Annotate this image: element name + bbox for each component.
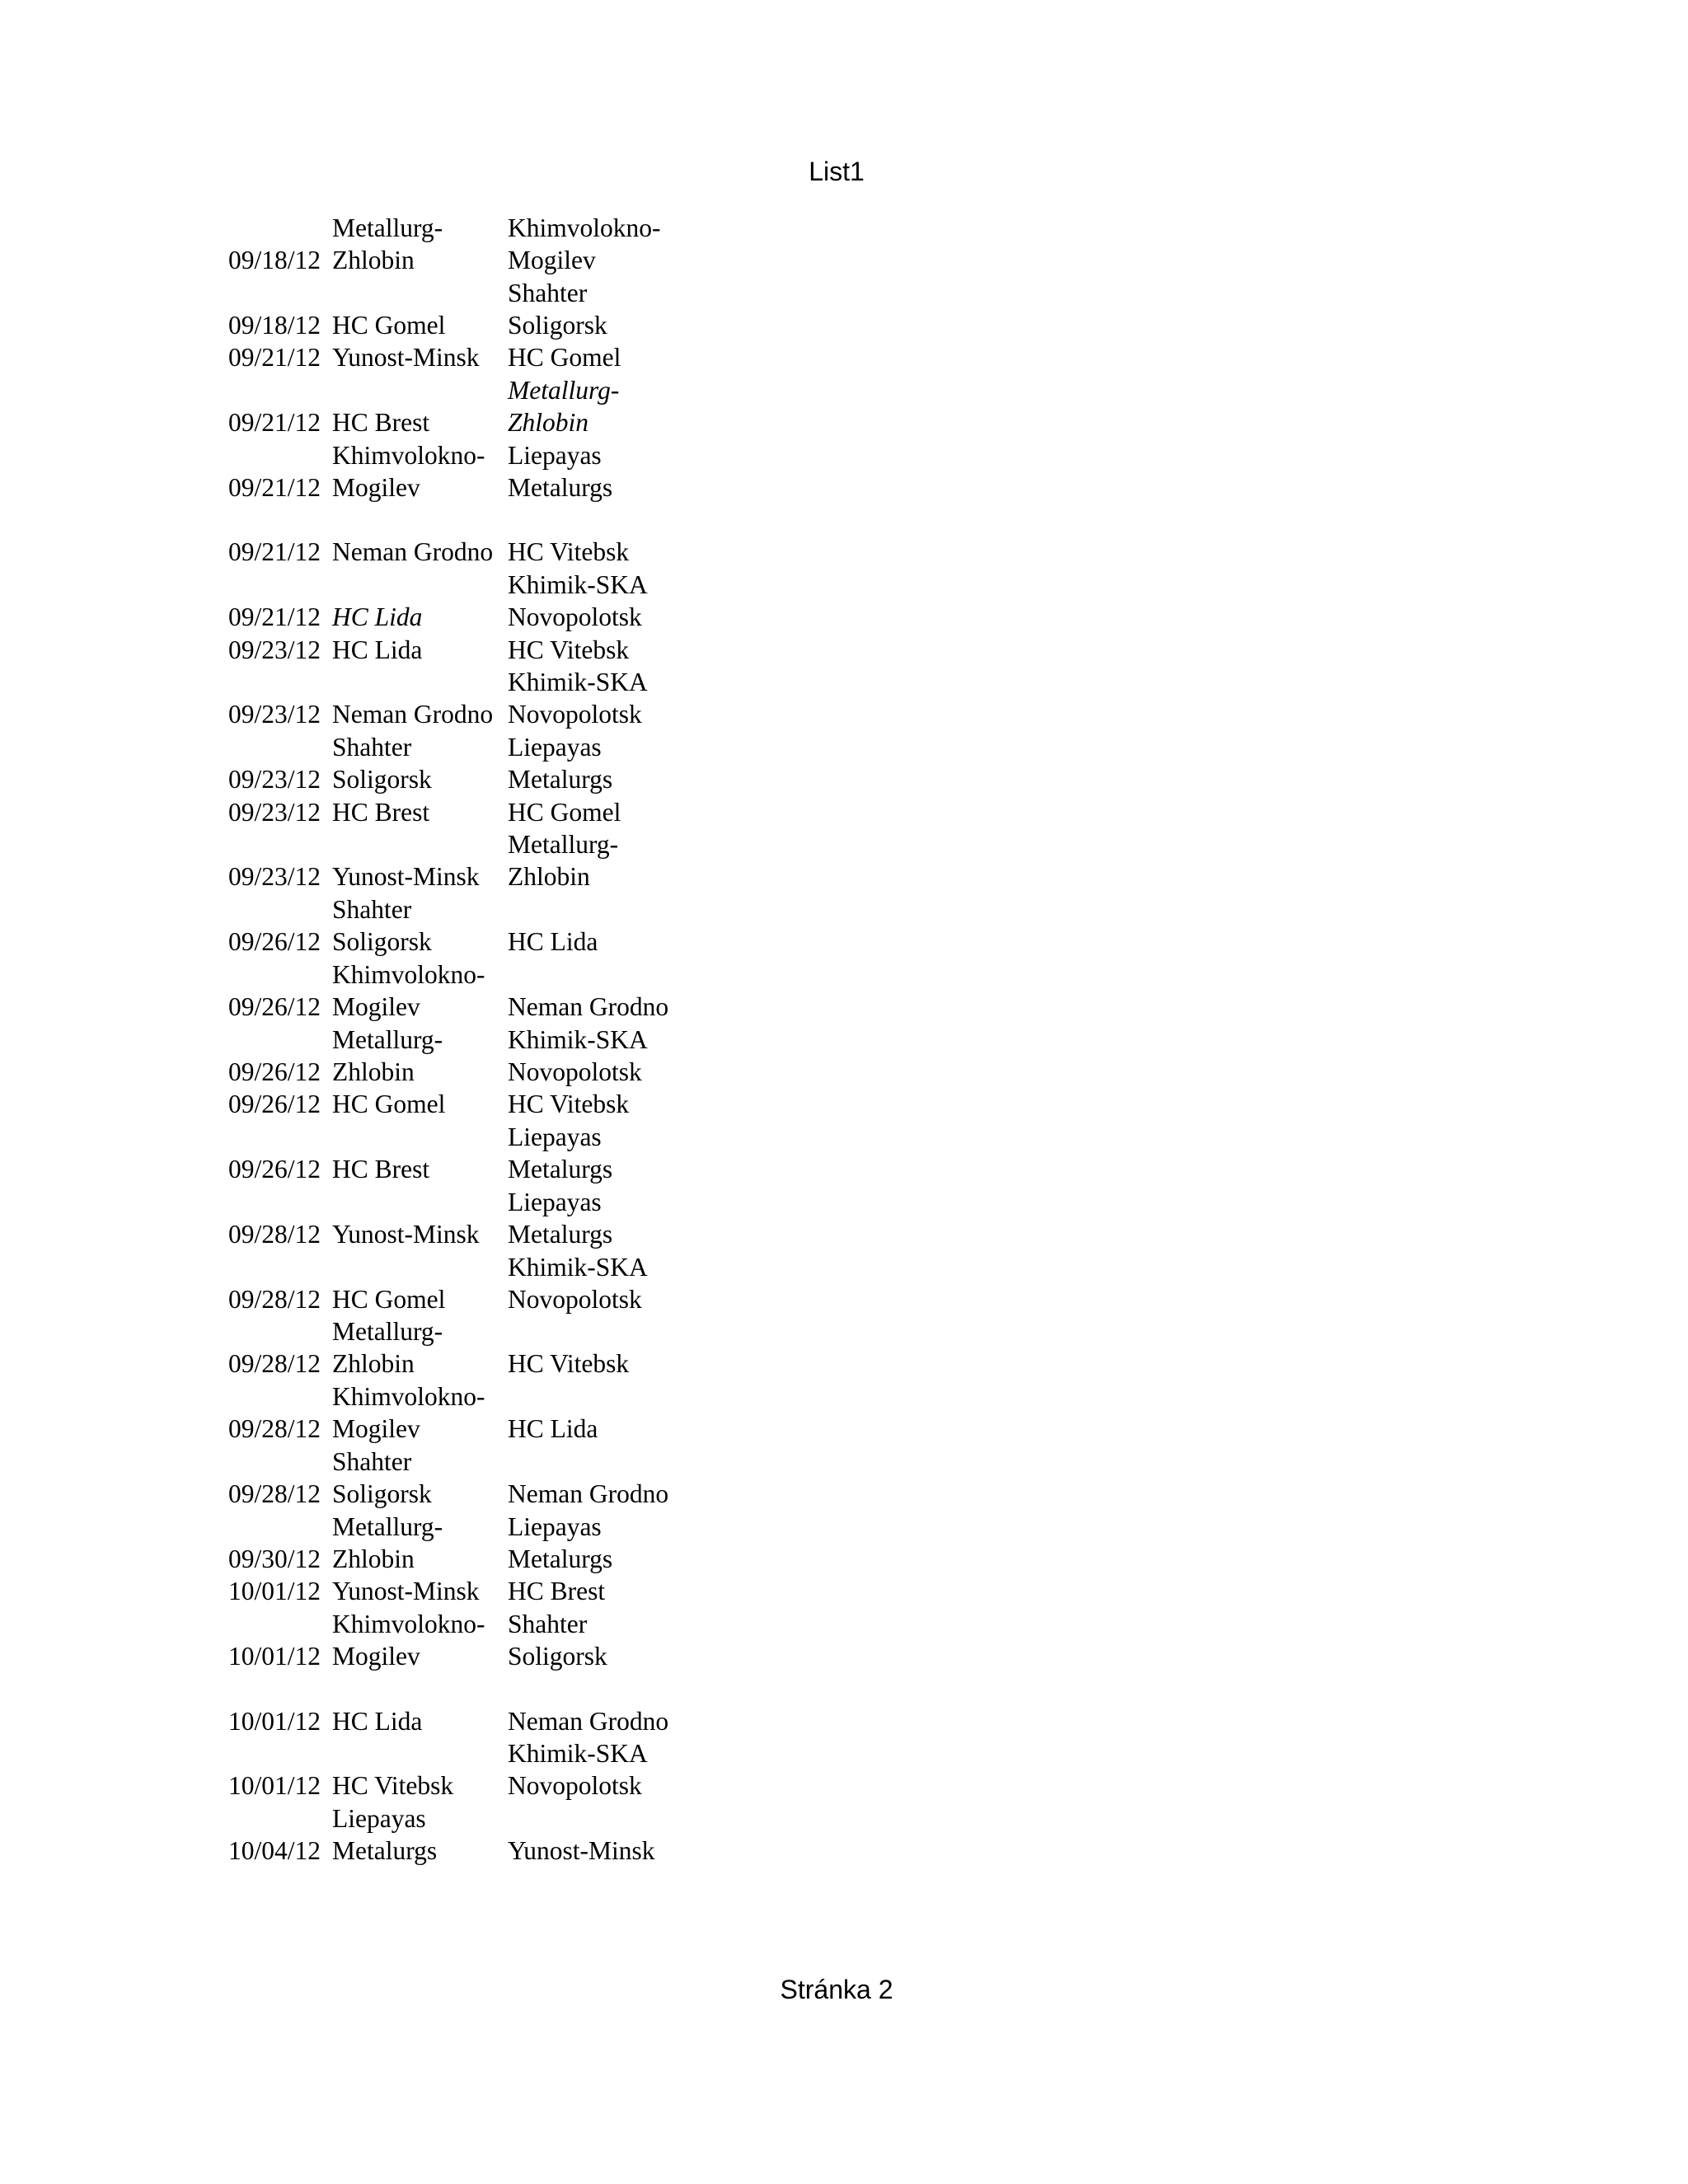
away-team [508, 1445, 697, 1510]
away-team-line: Metalurgs [508, 472, 613, 502]
sheet-title: List1 [809, 157, 865, 186]
game-date: 09/28/12 [228, 1219, 321, 1249]
away-team-line: Khimik-SKA [508, 1739, 648, 1769]
table-row [228, 1802, 697, 1867]
game-date: 09/28/12 [228, 1349, 321, 1379]
home-team [332, 1023, 508, 1088]
home-team [332, 1088, 508, 1120]
home-team-line: Metallurg- [332, 1024, 443, 1054]
table-row [228, 1575, 697, 1607]
game-date: 09/26/12 [228, 991, 321, 1021]
away-team [508, 1510, 697, 1575]
table-row [228, 666, 697, 731]
away-team-line: Shahter [508, 278, 588, 307]
away-team-line: Zhlobin [508, 862, 590, 892]
table-row [228, 1672, 697, 1737]
home-team-line: HC Lida [332, 1706, 423, 1736]
away-team-line: Novopolotsk [508, 700, 642, 729]
away-team-line: HC Vitebsk [508, 537, 630, 567]
table-row [228, 730, 697, 795]
schedule-body [228, 211, 697, 1867]
home-team-line: Liepayas [332, 1804, 426, 1834]
home-team-line: Khimvolokno- [332, 959, 485, 989]
home-team [332, 1185, 508, 1250]
home-team-line: HC Brest [332, 1154, 430, 1183]
game-date: 10/01/12 [228, 1771, 321, 1801]
page-number: Stránka 2 [780, 1975, 893, 2004]
game-date: 10/01/12 [228, 1641, 321, 1671]
home-team [332, 958, 508, 1023]
home-team-line: Zhlobin [332, 245, 415, 274]
away-team [508, 633, 697, 665]
table-row [228, 893, 697, 958]
away-team-line: Novopolotsk [508, 1284, 642, 1314]
away-team [508, 341, 697, 373]
home-team [332, 1380, 508, 1445]
table-row [228, 958, 697, 1023]
home-team-line: HC Vitebsk [332, 1771, 454, 1801]
home-team-line: Neman Grodno [332, 700, 494, 729]
away-team [508, 1380, 697, 1445]
home-team-line: HC Brest [332, 797, 430, 827]
home-team [332, 1575, 508, 1607]
table-row [228, 341, 697, 373]
away-team [508, 1737, 697, 1802]
table-row [228, 1185, 697, 1250]
home-team [332, 438, 508, 504]
away-team [508, 958, 697, 1023]
away-team [508, 1575, 697, 1607]
home-team [332, 341, 508, 373]
home-team [332, 1672, 508, 1737]
game-date: 09/26/12 [228, 1154, 321, 1183]
game-date: 09/21/12 [228, 472, 321, 502]
game-date: 09/23/12 [228, 765, 321, 794]
game-date: 10/01/12 [228, 1577, 321, 1606]
home-team-line: Metallurg- [332, 213, 443, 242]
home-team [332, 373, 508, 438]
home-team-line: Soligorsk [332, 927, 432, 957]
game-date: 09/21/12 [228, 407, 321, 437]
home-team [332, 893, 508, 958]
away-team-line: Liepayas [508, 733, 602, 762]
table-row [228, 1607, 697, 1672]
away-team [508, 276, 697, 341]
home-team-line: Mogilev [332, 1641, 420, 1671]
table-row [228, 633, 697, 665]
away-team-line: Neman Grodno [508, 991, 669, 1021]
table-row [228, 1380, 697, 1445]
away-team [508, 504, 697, 569]
table-row [228, 1315, 697, 1380]
home-team [332, 828, 508, 893]
away-team [508, 1023, 697, 1088]
table-row [228, 1088, 697, 1120]
home-team [332, 1315, 508, 1380]
game-date: 09/23/12 [228, 797, 321, 827]
away-team-line: Novopolotsk [508, 1771, 642, 1801]
away-team [508, 568, 697, 633]
game-date: 09/23/12 [228, 862, 321, 892]
home-team [332, 1802, 508, 1867]
game-date: 09/28/12 [228, 1414, 321, 1444]
home-team-line: Yunost-Minsk [332, 1577, 480, 1606]
home-team-line: Shahter [332, 1446, 412, 1476]
away-team [508, 893, 697, 958]
away-team [508, 730, 697, 795]
away-team [508, 1315, 697, 1380]
home-team-line: HC Lida [332, 602, 423, 632]
home-team-line: HC Gomel [332, 310, 446, 340]
away-team-line: Liepayas [508, 440, 602, 470]
away-team [508, 373, 697, 438]
home-team-line: Shahter [332, 733, 412, 762]
home-team [332, 633, 508, 665]
away-team-line: Metallurg- [508, 375, 620, 405]
away-team-line: Zhlobin [508, 407, 589, 437]
away-team-line: Khimvolokno- [508, 213, 661, 242]
away-team [508, 211, 697, 276]
game-date: 09/21/12 [228, 342, 321, 372]
home-team [332, 211, 508, 276]
away-team-line: Neman Grodno [508, 1479, 669, 1508]
away-team-line: Liepayas [508, 1187, 602, 1216]
home-team [332, 1445, 508, 1510]
home-team-line: Yunost-Minsk [332, 342, 480, 372]
home-team-line: HC Brest [332, 407, 430, 437]
away-team-line: HC Gomel [508, 342, 621, 372]
away-team-line: Soligorsk [508, 310, 607, 340]
away-team-line: Shahter [508, 1609, 588, 1638]
game-date: 09/23/12 [228, 700, 321, 729]
home-team [332, 1737, 508, 1802]
game-date: 09/26/12 [228, 1057, 321, 1086]
home-team [332, 730, 508, 795]
away-team-line: Khimik-SKA [508, 570, 648, 600]
game-date: 09/18/12 [228, 245, 321, 274]
away-team [508, 438, 697, 504]
home-team-line: Zhlobin [332, 1349, 415, 1379]
table-row [228, 828, 697, 893]
game-date: 10/01/12 [228, 1706, 321, 1736]
table-row [228, 1023, 697, 1088]
home-team-line: Shahter [332, 895, 412, 925]
game-date: 09/21/12 [228, 602, 321, 632]
home-team [332, 666, 508, 731]
away-team-line: Novopolotsk [508, 1057, 642, 1086]
away-team [508, 666, 697, 731]
game-date: 09/28/12 [228, 1479, 321, 1508]
home-team [332, 1607, 508, 1672]
home-team-line: Soligorsk [332, 1479, 432, 1508]
away-team-line: Yunost-Minsk [508, 1836, 655, 1866]
away-team-line: Metallurg- [508, 830, 619, 860]
home-team [332, 568, 508, 633]
home-team [332, 504, 508, 569]
away-team [508, 1802, 697, 1867]
away-team-line: Metalurgs [508, 765, 613, 794]
game-date: 09/30/12 [228, 1544, 321, 1573]
home-team-line: Yunost-Minsk [332, 862, 480, 892]
away-team-line: Metalurgs [508, 1219, 613, 1249]
away-team-line: Novopolotsk [508, 602, 642, 632]
table-row [228, 438, 697, 504]
away-team-line: Liepayas [508, 1122, 602, 1151]
home-team [332, 1250, 508, 1315]
home-team [332, 276, 508, 341]
away-team-line: Neman Grodno [508, 1706, 669, 1736]
table-row [228, 1510, 697, 1575]
game-date: 09/26/12 [228, 1090, 321, 1119]
home-team-line: Mogilev [332, 472, 420, 502]
table-row [228, 504, 697, 569]
game-date: 09/18/12 [228, 310, 321, 340]
table-row [228, 276, 697, 341]
away-team [508, 1672, 697, 1737]
away-team-line: HC Vitebsk [508, 635, 630, 664]
away-team-line: HC Lida [508, 927, 598, 957]
away-team-line: Khimik-SKA [508, 1024, 648, 1054]
home-team [332, 1120, 508, 1185]
table-row [228, 1120, 697, 1185]
away-team-line: Metalurgs [508, 1544, 613, 1573]
away-team-line: Metalurgs [508, 1154, 613, 1183]
home-team-line: Khimvolokno- [332, 1609, 485, 1638]
home-team-line: Mogilev [332, 1414, 420, 1444]
home-team-line: HC Lida [332, 635, 423, 664]
away-team-line: Liepayas [508, 1511, 602, 1541]
home-team [332, 1510, 508, 1575]
home-team-line: Khimvolokno- [332, 1382, 485, 1412]
home-team-line: Yunost-Minsk [332, 1219, 480, 1249]
away-team-line: Soligorsk [508, 1641, 607, 1671]
game-date: 09/21/12 [228, 537, 321, 567]
home-team-line: Mogilev [332, 991, 420, 1021]
game-date: 10/04/12 [228, 1836, 321, 1866]
table-row [228, 1250, 697, 1315]
home-team-line: Zhlobin [332, 1057, 415, 1086]
away-team-line: HC Vitebsk [508, 1090, 630, 1119]
home-team-line: HC Gomel [332, 1090, 446, 1119]
home-team-line: Metallurg- [332, 1511, 443, 1541]
away-team [508, 1120, 697, 1185]
away-team [508, 828, 697, 893]
away-team [508, 1088, 697, 1120]
home-team-line: Metalurgs [332, 1836, 438, 1866]
home-team-line: Zhlobin [332, 1544, 415, 1573]
away-team-line: HC Lida [508, 1414, 598, 1444]
away-team-line: HC Gomel [508, 797, 621, 827]
away-team-line: HC Brest [508, 1577, 606, 1606]
table-row [228, 211, 697, 276]
table-row [228, 1445, 697, 1510]
game-date: 09/28/12 [228, 1284, 321, 1314]
table-row [228, 568, 697, 633]
home-team-line: Metallurg- [332, 1317, 443, 1347]
away-team [508, 1185, 697, 1250]
home-team-line: Khimvolokno- [332, 440, 485, 470]
away-team [508, 795, 697, 827]
away-team [508, 1250, 697, 1315]
home-team-line: HC Gomel [332, 1284, 446, 1314]
away-team-line: Khimik-SKA [508, 668, 648, 697]
away-team-line: HC Vitebsk [508, 1349, 630, 1379]
away-team [508, 1607, 697, 1672]
schedule-table [228, 211, 697, 1867]
game-date: 09/26/12 [228, 927, 321, 957]
away-team-line: Mogilev [508, 245, 596, 274]
home-team [332, 795, 508, 827]
away-team-line: Khimik-SKA [508, 1252, 648, 1282]
table-row [228, 373, 697, 438]
game-date: 09/23/12 [228, 635, 321, 664]
home-team-line: Soligorsk [332, 765, 432, 794]
table-row [228, 1737, 697, 1802]
table-row [228, 795, 697, 827]
home-team-line: Neman Grodno [332, 537, 494, 567]
